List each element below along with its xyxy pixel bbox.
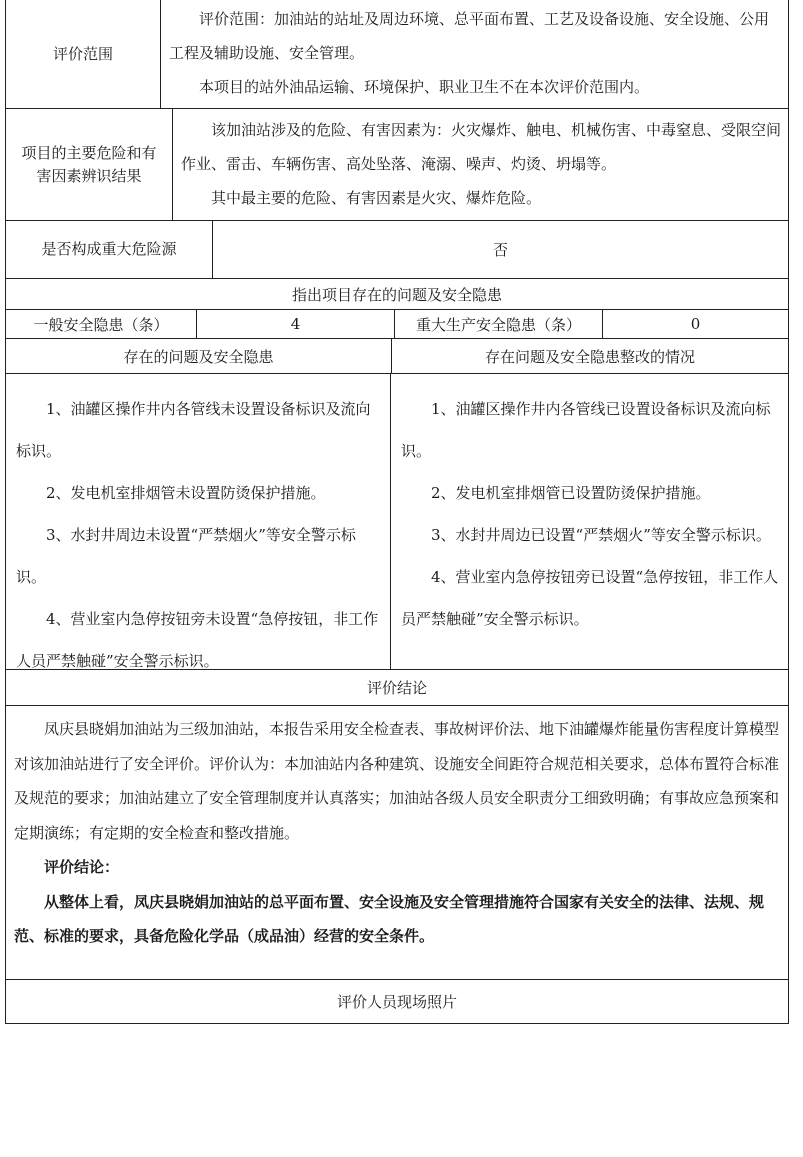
photos-header: 评价人员现场照片 (6, 979, 788, 1023)
conclusion-header: 评价结论 (6, 669, 788, 705)
rectification-item: 4、营业室内急停按钮旁已设置“急停按钮，非工作人员严禁触碰”安全警示标识。 (401, 568, 779, 628)
hazards-row (6, 108, 788, 220)
scope-content (161, 0, 788, 108)
major-hazard-count-label: 重大生产安全隐患（条） (395, 310, 603, 338)
conclusion-row (6, 705, 788, 979)
problem-item: 1、油罐区操作井内各管线未设置设备标识及流向标识。 (16, 400, 371, 460)
problems-column-header: 存在的问题及安全隐患 (6, 339, 392, 373)
general-hazard-label: 一般安全隐患（条） (6, 310, 197, 338)
major-hazard-label: 是否构成重大危险源 (6, 221, 213, 278)
hazards-content (173, 109, 788, 220)
counts-row (6, 309, 788, 338)
hazards-paragraph: 该加油站涉及的危险、有害因素为：火灾爆炸、触电、机械伤害、中毒窒息、受限空间作业、雷击、车辆伤害、高处坠落、淹溺、噪声、灼烫、坍塌等。 (181, 121, 782, 173)
hazards-paragraph: 其中最主要的危险、有害因素是火灾、爆炸危险。 (211, 189, 542, 207)
rectification-item: 1、油罐区操作井内各管线已设置设备标识及流向标识。 (401, 400, 771, 460)
hazards-label: 项目的主要危险和有害因素辨识结果 (6, 109, 173, 220)
problem-item: 2、发电机室排烟管未设置防烫保护措施。 (46, 484, 326, 502)
issues-header: 指出项目存在的问题及安全隐患 (6, 278, 788, 309)
scope-paragraph: 评价范围：加油站的站址及周边环境、总平面布置、工艺及设备设施、安全设施、公用工程及辅助设施、安全管理。 (169, 10, 770, 62)
conclusion-body: 凤庆县晓娟加油站为三级加油站，本报告采用安全检查表、事故树评价法、地下油罐爆炸能量伤害程度计算模型对该加油站进行了安全评价。评价认为：本加油站内各种建筑、设施安全间距符合规范相关要求，总体布置符合标准及规范的要求；加油站建立了安全管理制度并认真落实；加油站各级人员安全职责分工细致明确；有事故应急预案和定期演练；有定期的安全检查和整改措施。 (14, 720, 780, 842)
major-hazard-count: 0 (690, 315, 701, 333)
scope-row (6, 0, 788, 108)
major-hazard-row (6, 220, 788, 278)
conclusion-final: 从整体上看，凤庆县晓娟加油站的总平面布置、安全设施及安全管理措施符合国家有关安全的法律、法规、规范、标准的要求，具备危险化学品（成品油）经营的安全条件。 (14, 892, 765, 945)
rectification-column-header: 存在问题及安全隐患整改的情况 (484, 347, 695, 366)
general-hazard-count: 4 (197, 310, 395, 338)
conclusion-sub-label: 评价结论： (44, 858, 120, 876)
rectification-list (391, 374, 788, 669)
problems-list (6, 374, 391, 669)
major-hazard-value: 否 (492, 241, 508, 259)
evaluation-table (5, 0, 789, 1024)
issues-body (6, 373, 788, 669)
scope-paragraph: 本项目的站外油品运输、环境保护、职业卫生不在本次评价范围内。 (199, 78, 650, 96)
issues-columns-header (6, 338, 788, 373)
conclusion-content (6, 706, 788, 979)
problem-item: 3、水封井周边未设置“严禁烟火”等安全警示标识。 (16, 526, 356, 586)
rectification-item: 2、发电机室排烟管已设置防烫保护措施。 (431, 484, 711, 502)
problem-item: 4、营业室内急停按钮旁未设置“急停按钮，非工作人员严禁触碰”安全警示标识。 (16, 610, 379, 670)
rectification-item: 3、水封井周边已设置“严禁烟火”等安全警示标识。 (431, 526, 771, 544)
scope-label: 评价范围 (6, 0, 161, 108)
